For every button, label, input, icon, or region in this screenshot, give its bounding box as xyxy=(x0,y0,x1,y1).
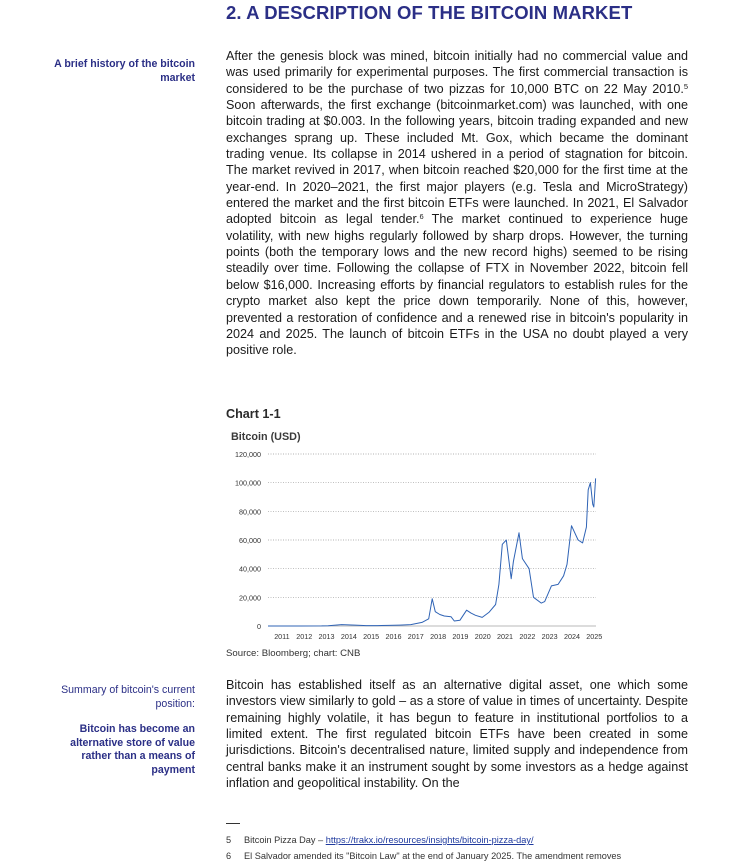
x-tick-label: 2014 xyxy=(340,632,357,641)
history-text-part3: The market continued to experience huge volatility, with new highs regularly followed by sharp drops. However, the turning points (both the temporary lows and the new record highs) seemed to be rising steadily over time. Following the collapse of FTX in November 2022, bitcoin fell below $16,000. Increasing efforts by financial regulators to establish rules for the crypto market also kept the price down temporarily. None of this, however, prevented a restoration of confidence and a renewed rise in bitcoin's popularity in 2024 and 2025. The launch of bitcoin ETFs in the USA no doubt played a very positive role. xyxy=(226,212,688,358)
x-tick-label: 2025 xyxy=(586,632,603,641)
x-tick-label: 2020 xyxy=(474,632,491,641)
history-text-part1: After the genesis block was mined, bitcoin initially had no commercial value and was used primarily for experimental purposes. The first commercial transaction is considered to be the purchase of two pizzas for 10,000 BTC on 22 May 2010. xyxy=(226,49,688,96)
section-heading: 2. A DESCRIPTION OF THE BITCOIN MARKET xyxy=(226,2,633,23)
x-tick-label: 2012 xyxy=(296,632,313,641)
chart-title: Chart 1-1 xyxy=(226,407,281,421)
x-tick-label: 2022 xyxy=(519,632,536,641)
sidebar-summary-key: Bitcoin has become an alternative store of value rather than a means of payment xyxy=(70,723,195,776)
x-tick-label: 2023 xyxy=(541,632,558,641)
y-tick-label: 120,000 xyxy=(235,450,261,459)
footnote-6 xyxy=(226,851,621,861)
x-tick-label: 2021 xyxy=(497,632,514,641)
footnote-ref-5[interactable]: 5 xyxy=(683,81,688,91)
x-tick-label: 2018 xyxy=(430,632,447,641)
footnote-ref-6[interactable]: 6 xyxy=(419,212,424,222)
history-paragraph xyxy=(226,48,688,359)
y-tick-label: 40,000 xyxy=(239,564,261,574)
y-tick-label: 80,000 xyxy=(239,507,261,517)
x-tick-label: 2013 xyxy=(318,632,335,641)
sidebar-history-label: A brief history of the bitcoin market xyxy=(54,58,195,84)
x-tick-label: 2017 xyxy=(407,632,424,641)
footnote-number: 6 xyxy=(226,851,232,861)
sidebar-summary-intro: Summary of bitcoin's current position: xyxy=(61,684,195,710)
y-tick-label: 100,000 xyxy=(235,478,261,488)
chart-source: Source: Bloomberg; chart: CNB xyxy=(226,648,361,659)
x-tick-label: 2024 xyxy=(563,632,580,641)
chart-subtitle: Bitcoin (USD) xyxy=(231,431,301,443)
footnote-text: El Salvador amended its "Bitcoin Law" at the end of January 2025. The amendment removes xyxy=(244,851,622,861)
history-text-part2: Soon afterwards, the first exchange (bitcoinmarket.com) was launched, with one bitcoin trading at $0.003. In the following years, bitcoin trading expanded and new exchanges sprang up. These included Mt. Gox, which became the dominant trading venue. Its collapse in 2014 ushered in a period of stagnation for bitcoin. The market revived in 2017, when bitcoin reached $20,000 for the first time at the year-end. In 2020–2021, the first major players (e.g. Tesla and MicroStrategy) entered the market and the first bitcoin ETFs were launched. In 2021, El Salvador adopted bitcoin as legal tender. xyxy=(226,98,688,227)
footnote-divider xyxy=(226,823,240,824)
x-tick-label: 2016 xyxy=(385,632,402,641)
y-tick-label: 0 xyxy=(257,622,261,631)
x-tick-label: 2011 xyxy=(274,632,290,641)
footnote-link[interactable]: https://trakx.io/resources/insights/bitcoin-pizza-day/ xyxy=(325,835,534,845)
footnote-5 xyxy=(226,835,534,845)
footnote-text: Bitcoin Pizza Day – xyxy=(244,835,326,845)
summary-paragraph xyxy=(226,677,688,791)
summary-text: Bitcoin has established itself as an alternative digital asset, one which some investors view similarly to gold – as a store of value in times of uncertainty. Despite remaining highly volatile, it has begun to feature in institutional portfolios to a limited extent. The first regulated bitcoin ETFs have been created in some jurisdictions. Bitcoin's decentralised nature, limited supply and independence from central banks make it an instrument sought by some investors as a hedge against inflation and geopolitical instability. On the xyxy=(226,678,688,791)
x-tick-label: 2015 xyxy=(363,632,380,641)
y-tick-label: 60,000 xyxy=(239,536,261,545)
footnote-number: 5 xyxy=(226,835,232,845)
price-series-line xyxy=(268,478,596,626)
y-tick-label: 20,000 xyxy=(239,593,261,603)
bitcoin-price-chart xyxy=(226,446,606,646)
x-tick-label: 2019 xyxy=(452,632,469,641)
